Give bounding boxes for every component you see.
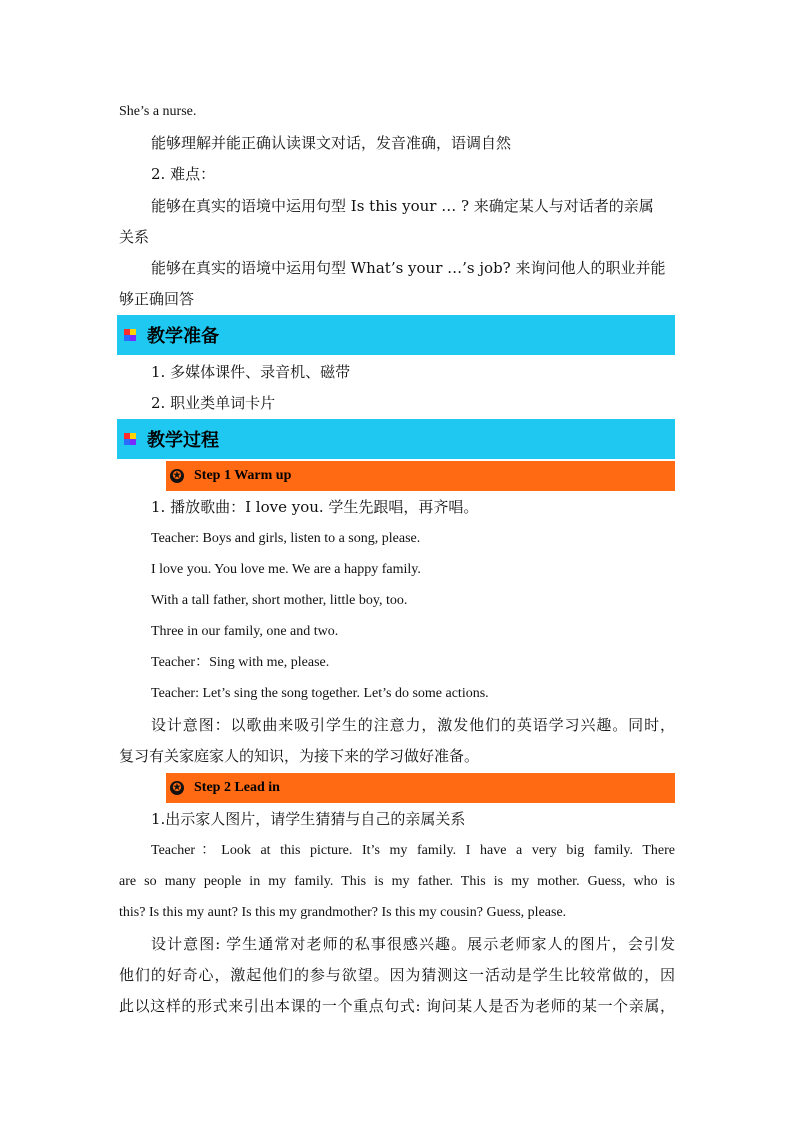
text-line: 能够在真实的语境中运用句型 What’s your …’s job? 来询问他人的职业并能	[151, 259, 666, 277]
section-header-process	[117, 419, 675, 459]
star-circle-icon: ✪	[170, 781, 184, 795]
text-line: 设计意图：以歌曲来吸引学生的注意力，激发他们的英语学习兴趣。同时，	[151, 716, 675, 734]
section-title: 教学过程	[147, 430, 219, 451]
step-title: Step 2 Lead in	[194, 780, 280, 795]
list-item: 1. 多媒体课件、录音机、磁带	[151, 363, 351, 381]
text-line: 此以这样的形式来引出本课的一个重点句式: 询问某人是否为老师的某一个亲属，	[119, 997, 675, 1015]
star-circle-icon: ✪	[170, 469, 184, 483]
text-line: 够正确回答	[119, 290, 195, 308]
text-line: Teacher：Sing with me, please.	[151, 655, 330, 670]
text-line: 2. 难点：	[151, 165, 216, 183]
text-line: Teacher：Look at this picture. It’s my family. I have a very big family. There	[151, 843, 675, 858]
text-line: I love you. You love me. We are a happy family.	[151, 562, 421, 577]
text-line: this? Is this my aunt? Is this my grandmother? Is this my cousin? Guess, please.	[119, 905, 567, 920]
step-title: Step 1 Warm up	[194, 468, 292, 483]
text-line: Three in our family, one and two.	[151, 624, 339, 639]
text-line: are so many people in my family. This is my father. This is my mother. Guess, who is	[119, 874, 675, 889]
text-line: 1. 播放歌曲：I love you. 学生先跟唱，再齐唱。	[151, 498, 479, 516]
text-line: With a tall father, short mother, little boy, too.	[151, 593, 408, 608]
section-title: 教学准备	[147, 326, 219, 347]
text-line: 他们的好奇心，激起他们的参与欲望。因为猜测这一活动是学生比较常做的，因	[119, 966, 675, 984]
book-stack-icon	[123, 432, 137, 446]
text-line: 设计意图: 学生通常对老师的私事很感兴趣。展示老师家人的图片，会引发	[151, 935, 675, 953]
list-item: 2. 职业类单词卡片	[151, 394, 276, 412]
text-line: 复习有关家庭家人的知识，为接下来的学习做好准备。	[119, 747, 480, 765]
section-header-prep	[117, 315, 675, 355]
text-line: Teacher: Boys and girls, listen to a song, please.	[151, 531, 421, 546]
text-line: She’s a nurse.	[119, 104, 197, 119]
text-line: 能够在真实的语境中运用句型 Is this your … ? 来确定某人与对话者的亲属	[151, 197, 654, 215]
text-line: 能够理解并能正确认读课文对话，发音准确，语调自然	[151, 134, 512, 152]
text-line: 关系	[119, 228, 150, 246]
text-line: Teacher: Let’s sing the song together. Let’s do some actions.	[151, 686, 489, 701]
step-header-2	[166, 773, 675, 803]
text-line: 1.出示家人图片，请学生猜猜与自己的亲属关系	[151, 810, 466, 828]
step-header-1	[166, 461, 675, 491]
book-stack-icon	[123, 328, 137, 342]
